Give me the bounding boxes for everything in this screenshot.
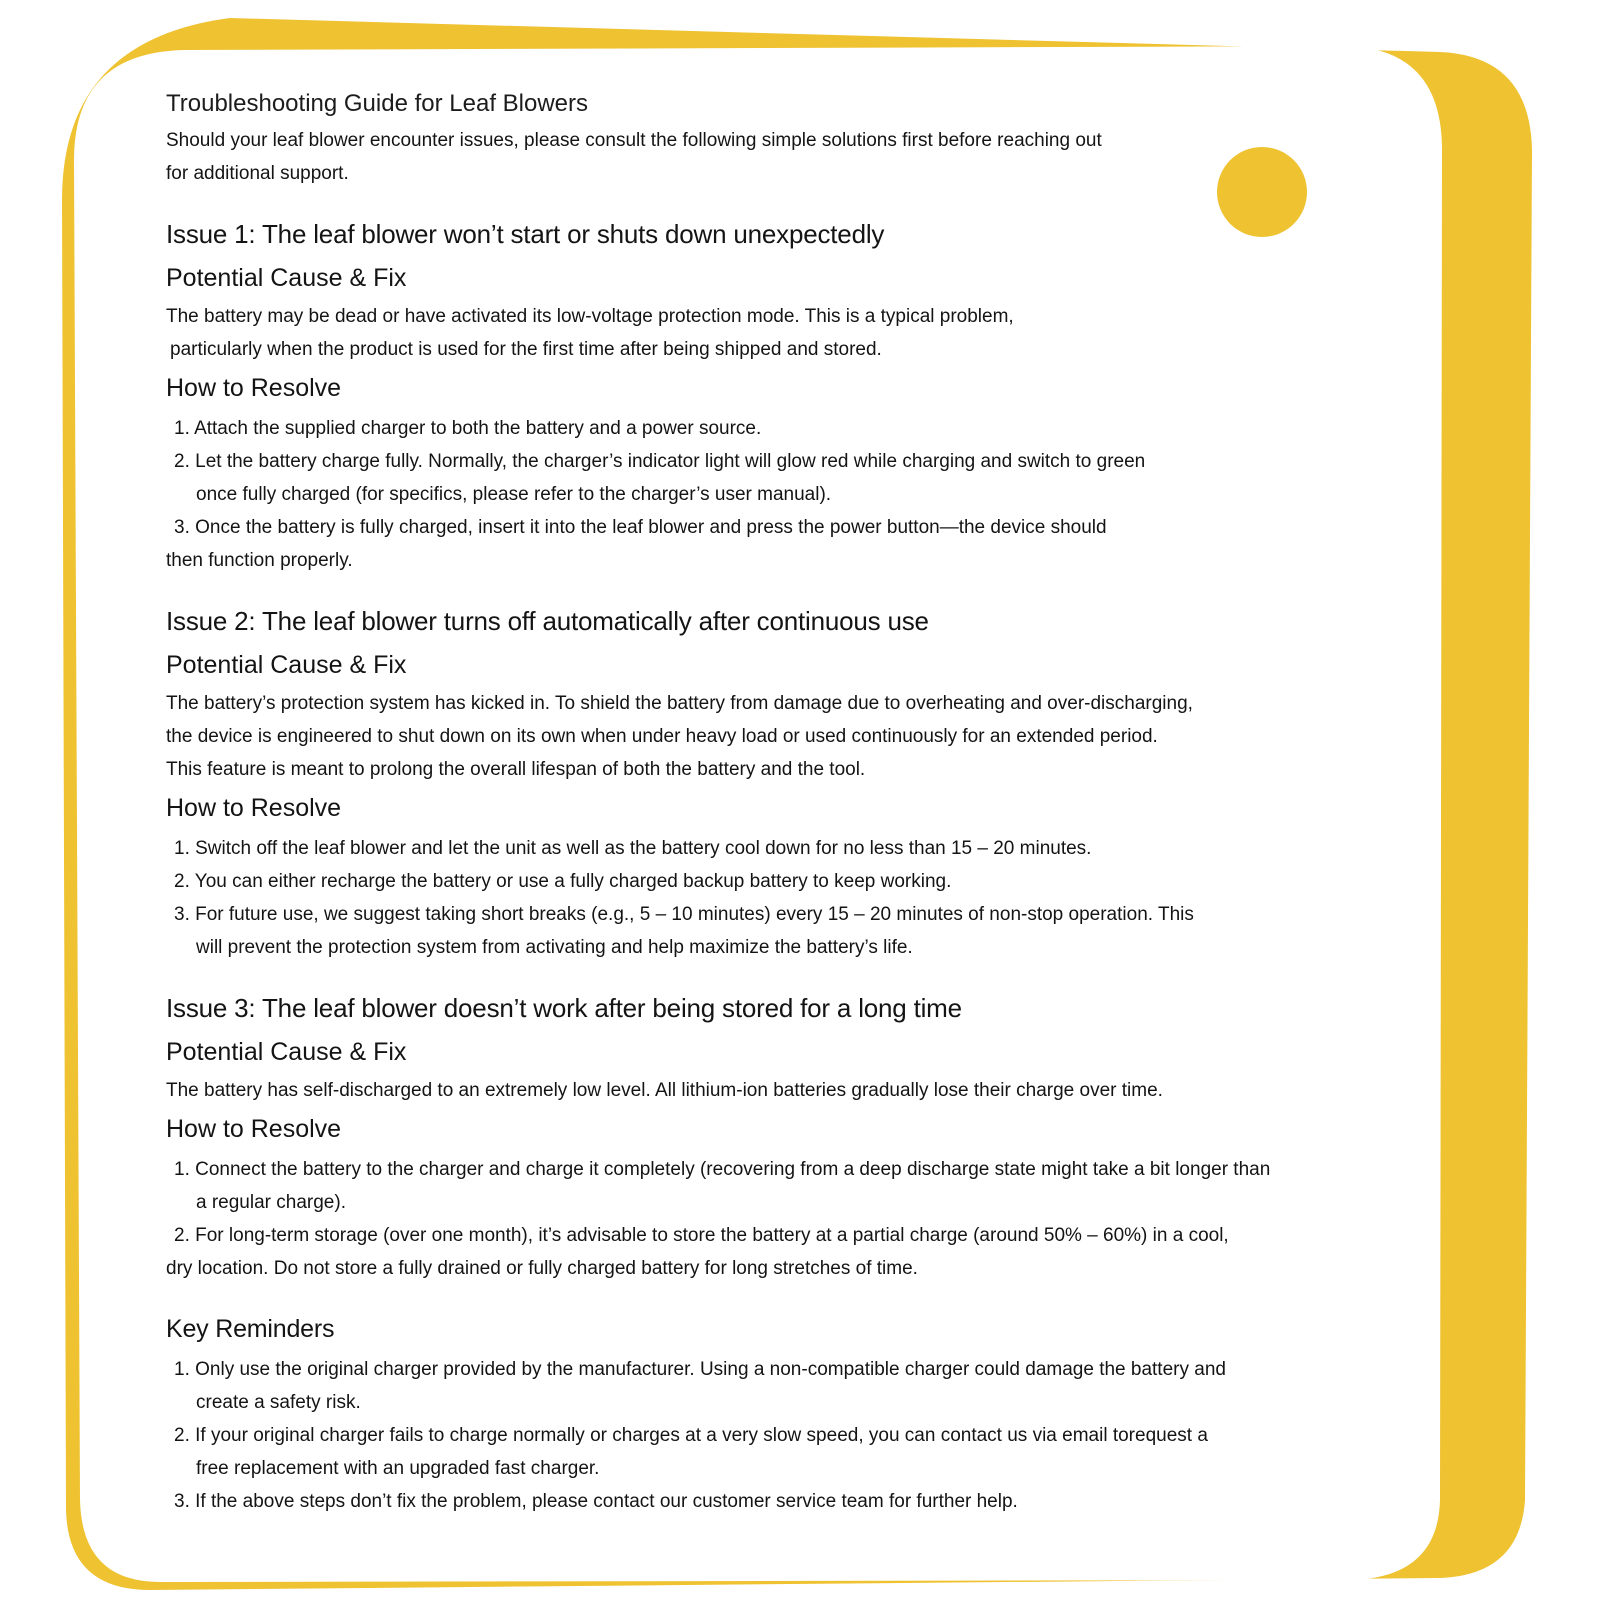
- cause-heading: Potential Cause & Fix: [166, 264, 407, 292]
- issue-title: Issue 3: The leaf blower doesn’t work after being stored for a long time: [166, 993, 962, 1023]
- steps-list: [166, 1153, 1276, 1285]
- cause-heading: Potential Cause & Fix: [166, 651, 407, 679]
- cause-line: The battery may be dead or have activated its low-voltage protection mode. This is a typical problem,: [166, 306, 1014, 327]
- cause-line: The battery has self-discharged to an extremely low level. All lithium-ion batteries gradually lose their charge over time.: [166, 1080, 1163, 1101]
- cause-line: The battery’s protection system has kicked in. To shield the battery from damage due to overheating and over-discharging,: [166, 693, 1193, 714]
- list-item: 3. If the above steps don’t fix the problem, please contact our customer service team for further help.: [174, 1491, 1018, 1512]
- intro-text: Should your leaf blower encounter issues, please consult the following simple solutions first before reaching out for additional support.: [166, 130, 1102, 184]
- list-item: 1. Switch off the leaf blower and let the unit as well as the battery cool down for no less than 15 – 20 minutes.: [174, 838, 1092, 859]
- reminders-list: [166, 1353, 1276, 1518]
- list-item: 2. You can either recharge the battery or use a fully charged backup battery to keep working.: [174, 871, 952, 892]
- cause-line: particularly when the product is used for the first time after being shipped and stored.: [170, 339, 882, 360]
- list-item: 2. For long-term storage (over one month), it’s advisable to store the battery at a partial charge (around 50% – 60%) in a cool, dry location. Do not store a fully drained or fully charged battery for long stretches of time.: [166, 1225, 1229, 1279]
- list-item: 1. Only use the original charger provided by the manufacturer. Using a non-compatible charger could damage the battery and create a safety risk.: [174, 1359, 1226, 1413]
- issue-title: Issue 1: The leaf blower won’t start or shuts down unexpectedly: [166, 219, 885, 249]
- issue-title: Issue 2: The leaf blower turns off automatically after continuous use: [166, 606, 929, 636]
- list-item: 2. Let the battery charge fully. Normally, the charger’s indicator light will glow red while charging and switch to green once fully charged (for specifics, please refer to the charger’s user manual).: [174, 451, 1146, 505]
- issue-3: [166, 986, 1276, 1285]
- list-item: 3. Once the battery is fully charged, insert it into the leaf blower and press the power button—the device should then function properly.: [166, 517, 1107, 571]
- steps-list: [166, 832, 1276, 964]
- cause-heading: Potential Cause & Fix: [166, 1038, 407, 1066]
- cause-line: This feature is meant to prolong the overall lifespan of both the battery and the tool.: [166, 759, 866, 780]
- resolve-heading: How to Resolve: [166, 374, 342, 402]
- issue-1: [166, 212, 1276, 577]
- issue-2: [166, 599, 1276, 964]
- list-item: 3. For future use, we suggest taking short breaks (e.g., 5 – 10 minutes) every 15 – 20 minutes of non-stop operation. This will prevent the protection system from activating and help maximize the battery’s life.: [174, 904, 1194, 958]
- reminders-heading: Key Reminders: [166, 1315, 335, 1343]
- guide-content: [166, 84, 1276, 1518]
- key-reminders: [166, 1307, 1276, 1518]
- list-item: 2. If your original charger fails to charge normally or charges at a very slow speed, you can contact us via email torequest a free replacement with an upgraded fast charger.: [174, 1425, 1208, 1479]
- resolve-heading: How to Resolve: [166, 794, 342, 822]
- list-item: 1. Attach the supplied charger to both the battery and a power source.: [174, 418, 762, 439]
- resolve-heading: How to Resolve: [166, 1115, 342, 1143]
- list-item: 1. Connect the battery to the charger and charge it completely (recovering from a deep discharge state might take a bit longer than a regular charge).: [174, 1159, 1271, 1213]
- steps-list: [166, 412, 1276, 577]
- doc-title: Troubleshooting Guide for Leaf Blowers: [166, 90, 589, 117]
- cause-line: the device is engineered to shut down on its own when under heavy load or used continuously for an extended period.: [166, 726, 1158, 747]
